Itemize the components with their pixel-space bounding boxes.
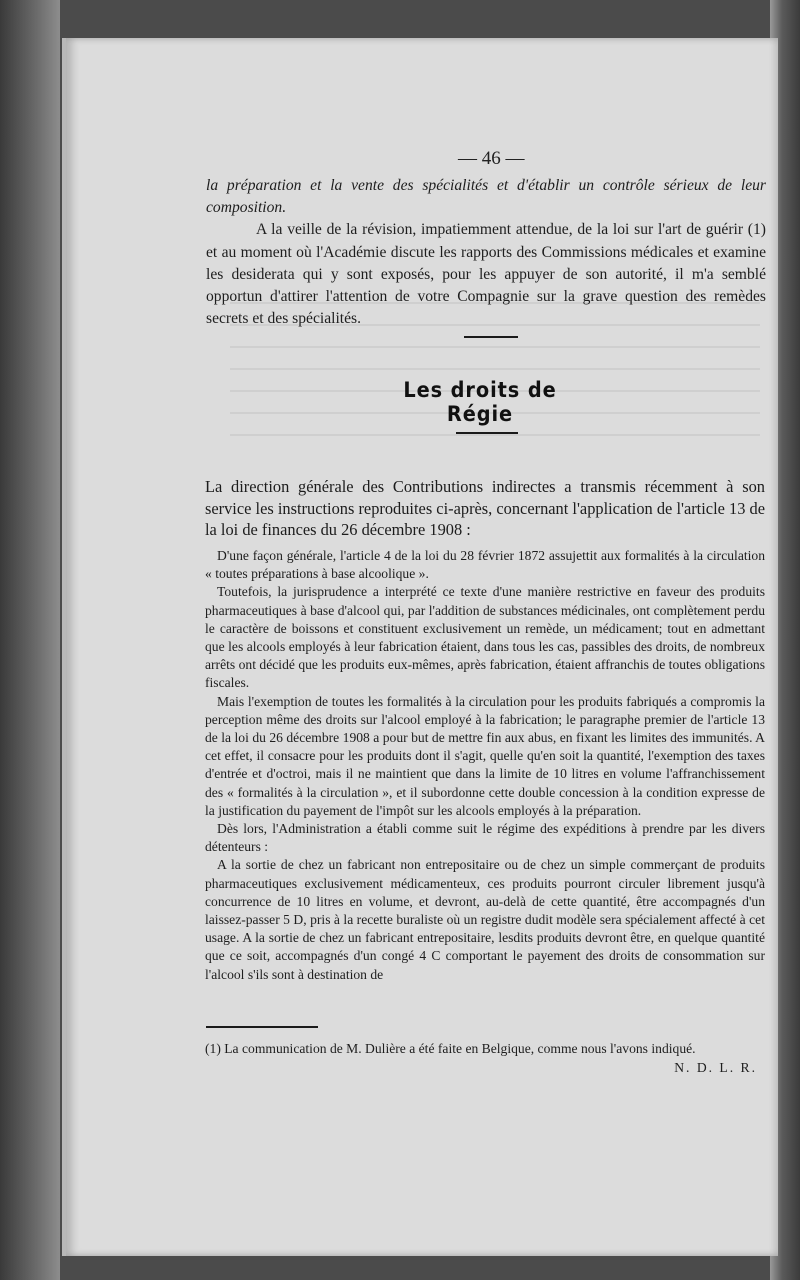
body-paragraph: Mais l'exemption de toutes les formalités à la circulation pour les produits fabriqués a compromis la perception même des droits sur l'alcool employé à la fabrication; le paragraphe premier de l'article 13 de la loi du 26 décembre 1908 a pour but de mettre fin aux abus, en fixant les limites des immunités. A cet effet, il consacre pour les produits dont il s'agit, quelle qu'en soit la quantité, l'exemption des taxes d'entrée et d'octroi, mais il ne maintient que dans la limite de 10 litres en volume l'affranchissement des « formalités à la circulation », et il subordonne cette double concession à la condition expresse de la justification du payement de l'impôt sur les alcools employés à la préparation.: [205, 693, 765, 818]
footnote-rule: [206, 1026, 318, 1028]
body-intro-paragraph: La direction générale des Contributions indirectes a transmis récemment à son service les instructions reproduites ci-après, concernant l'application de l'article 13 de la loi de finances du 26 décembre 1908 :: [205, 477, 765, 539]
intro-block: [206, 175, 766, 330]
intro-paragraph: A la veille de la révision, impatiemment attendue, de la loi sur l'art de guérir (1) et au moment où l'Académie discute les rapports des Commissions médicales et examine les desiderata qui y sont exposés, pour les appuyer de son autorité, il m'a semblé opportun d'attirer l'attention de votre Compagnie sur la grave question des remèdes secrets et des spécialités.: [206, 221, 766, 328]
page-number: — 46 —: [458, 148, 525, 169]
scan-border-left: [0, 0, 60, 1280]
body-paragraph: A la sortie de chez un fabricant non entrepositaire ou de chez un simple commerçant de produits pharmaceutiques exclusivement médicamenteux, ces produits pourront circuler librement jusqu'à concurrence de 10 litres en volume, et devront, au-delà de cette quantité, être accompagnés d'un laissez-passer 5 D, pris à la recette buraliste où un registre dudit modèle sera spécialement affecté à cet usage. A la sortie de chez un fabricant entrepositaire, lesdits produits devront être, en quelque quantité que ce soit, accompagnés d'un congé 4 C comportant le payement des droits de consommation sur l'alcool s'ils sont à destination de: [205, 857, 765, 982]
body-paragraph: D'une façon générale, l'article 4 de la loi du 28 février 1872 assujettit aux formalités à la circulation « toutes préparations à base alcoolique ».: [205, 548, 765, 582]
separator-rule-title: [456, 432, 518, 434]
separator-rule-top: [464, 336, 518, 338]
body-paragraphs: [205, 547, 765, 984]
section-title: Les droits de Régie: [403, 378, 557, 426]
body-paragraph: Dès lors, l'Administration a établi comme suit le régime des expéditions à prendre par les divers détenteurs :: [205, 821, 765, 855]
footnote: [205, 1040, 765, 1077]
footnote-text: (1) La communication de M. Dulière a été faite en Belgique, comme nous l'avons indiqué.: [205, 1041, 696, 1056]
intro-italic-line: la préparation et la vente des spécialités et d'établir un contrôle sérieux de leur composition.: [206, 177, 766, 217]
body-paragraph: Toutefois, la jurisprudence a interprété ce texte d'une manière restrictive en faveur des produits pharmaceutiques à base d'alcool qui, par l'addition de substances médicinales, ont complètement perdu le caractère de boissons et constituent exclusivement un remède, un médicament; tout en admettant que les alcools employés à leur fabrication étaient, dans tous les cas, passibles des droits, de nombreux arrêts ont décidé que les produits eux-mêmes, après fabrication, étaient affranchis de toutes obligations fiscales.: [205, 584, 765, 691]
footnote-signature: N. D. L. R.: [674, 1059, 757, 1075]
